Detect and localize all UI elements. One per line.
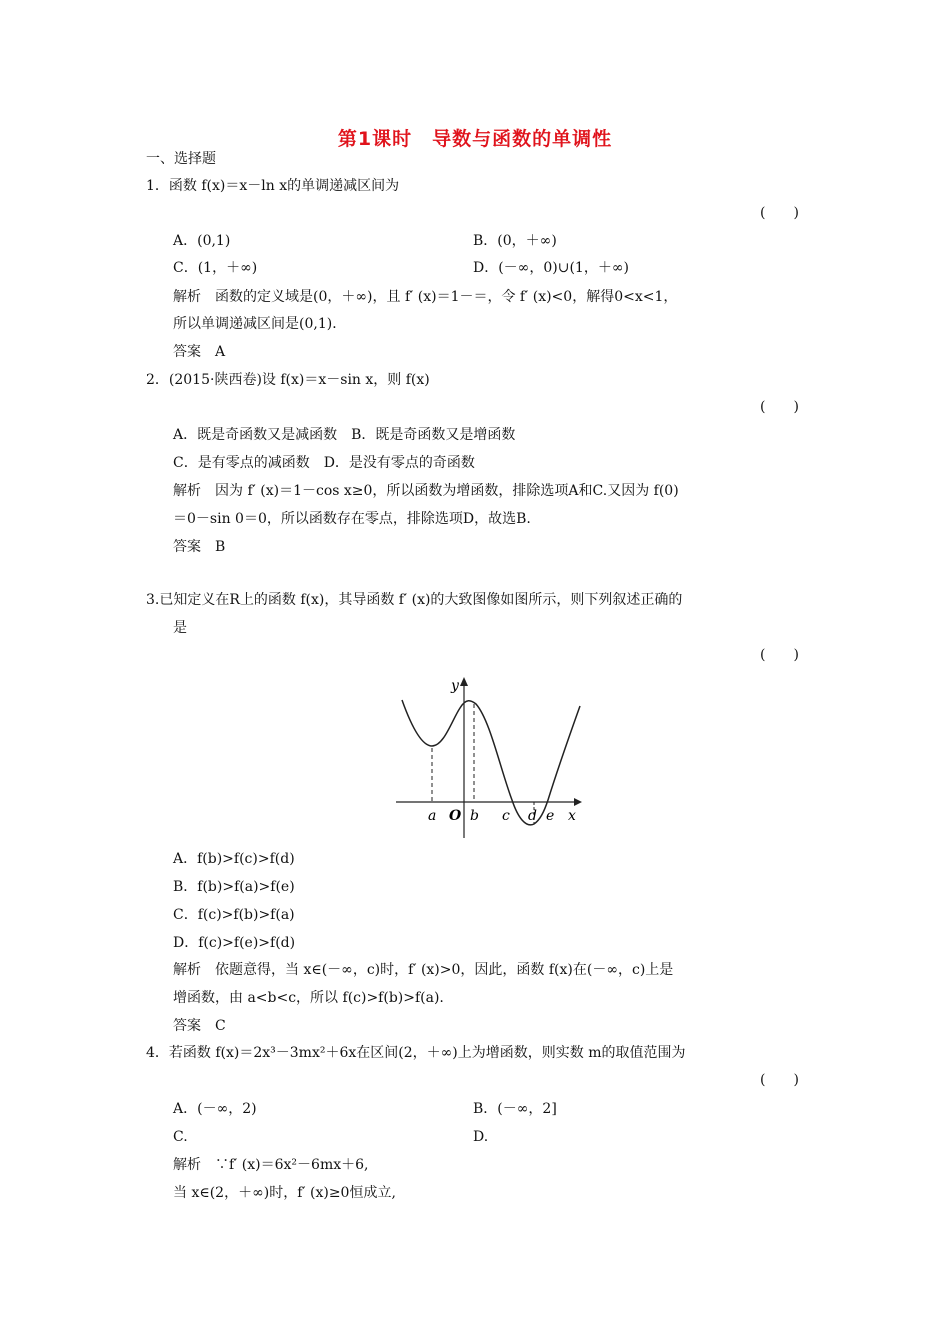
q1-option-b: B．(0，＋∞) xyxy=(473,233,557,249)
x-axis-label: x xyxy=(568,808,576,824)
q3-stem: 3.已知定义在R上的函数 f(x)，其导函数 f′ (x)的大致图像如图所示，则下列叙述正确的 xyxy=(146,592,683,608)
q3-stem-cont: 是 xyxy=(173,620,187,636)
q1-analysis-line2: 所以单调递减区间是(0,1)． xyxy=(173,316,347,332)
q3-option-d: D．f(c)>f(e)>f(d) xyxy=(173,935,296,951)
q3-option-a: A．f(b)>f(c)>f(d) xyxy=(173,851,295,867)
q3-option-c: C．f(c)>f(b)>f(a) xyxy=(173,907,295,923)
q3-option-b: B．f(b)>f(a)>f(e) xyxy=(173,879,295,895)
label-b: b xyxy=(470,808,479,824)
label-origin: O xyxy=(449,808,462,824)
q4-answer-blank: ( ) xyxy=(760,1072,799,1088)
label-c: c xyxy=(502,808,510,824)
q4-analysis-line2: 当 x∈(2，＋∞)时，f′ (x)≥0恒成立, xyxy=(173,1185,396,1201)
q2-option-ab: A．既是奇函数又是减函数 B．既是奇函数又是增函数 xyxy=(173,427,516,443)
page-title: 第1课时 导数与函数的单调性 xyxy=(337,128,613,150)
q1-option-a: A．(0,1) xyxy=(173,233,231,249)
q3-answer-blank: ( ) xyxy=(760,647,799,663)
q4-option-d: D. xyxy=(473,1129,489,1145)
q1-answer: 答案 A xyxy=(173,344,226,360)
label-d: d xyxy=(528,808,537,824)
label-a: a xyxy=(428,808,437,824)
derivative-graph xyxy=(390,668,590,840)
section-heading: 一、选择题 xyxy=(146,151,216,167)
q1-option-d: D．(－∞，0)∪(1，＋∞) xyxy=(473,260,629,276)
q2-option-cd: C．是有零点的减函数 D．是没有零点的奇函数 xyxy=(173,455,475,471)
q2-answer-blank: ( ) xyxy=(760,399,799,415)
q2-analysis-line2: ＝0－sin 0＝0，所以函数存在零点，排除选项D，故选B. xyxy=(173,511,531,527)
q1-analysis-line1: 解析 函数的定义域是(0，＋∞)，且 f′ (x)＝1－＝，令 f′ (x)<0，解得0<x<1， xyxy=(173,289,678,305)
q4-option-a: A．(－∞，2) xyxy=(173,1101,257,1117)
q3-analysis-line2: 增函数，由 a<b<c，所以 f(c)>f(b)>f(a). xyxy=(173,990,444,1006)
q4-option-b: B．(－∞，2] xyxy=(473,1101,557,1117)
q2-stem: 2．(2015·陕西卷)设 f(x)＝x－sin x，则 f(x) xyxy=(146,372,430,388)
q2-analysis-line1: 解析 因为 f′ (x)＝1－cos x≥0，所以函数为增函数，排除选项A和C.又因为 f(0) xyxy=(173,483,679,499)
q4-option-c: C. xyxy=(173,1129,188,1145)
q4-stem: 4．若函数 f(x)＝2x³－3mx²＋6x在区间(2，＋∞)上为增函数，则实数 m的取值范围为 xyxy=(146,1045,686,1061)
q1-answer-blank: ( ) xyxy=(760,205,799,221)
derivative-curve xyxy=(402,700,580,825)
x-axis-arrow xyxy=(574,798,582,806)
q1-option-c: C．(1，＋∞) xyxy=(173,260,258,276)
label-e: e xyxy=(546,808,555,824)
y-axis-label: y xyxy=(451,678,459,694)
q3-answer: 答案 C xyxy=(173,1018,226,1034)
q1-stem: 1．函数 f(x)＝x－ln x的单调递减区间为 xyxy=(146,178,400,194)
q2-answer: 答案 B xyxy=(173,539,226,555)
q4-analysis-line1: 解析 ∵f′ (x)＝6x²－6mx＋6, xyxy=(173,1157,369,1173)
y-axis-arrow xyxy=(460,677,468,686)
q3-analysis-line1: 解析 依题意得，当 x∈(－∞，c)时，f′ (x)>0，因此，函数 f(x)在(－∞，c)上是 xyxy=(173,962,674,978)
